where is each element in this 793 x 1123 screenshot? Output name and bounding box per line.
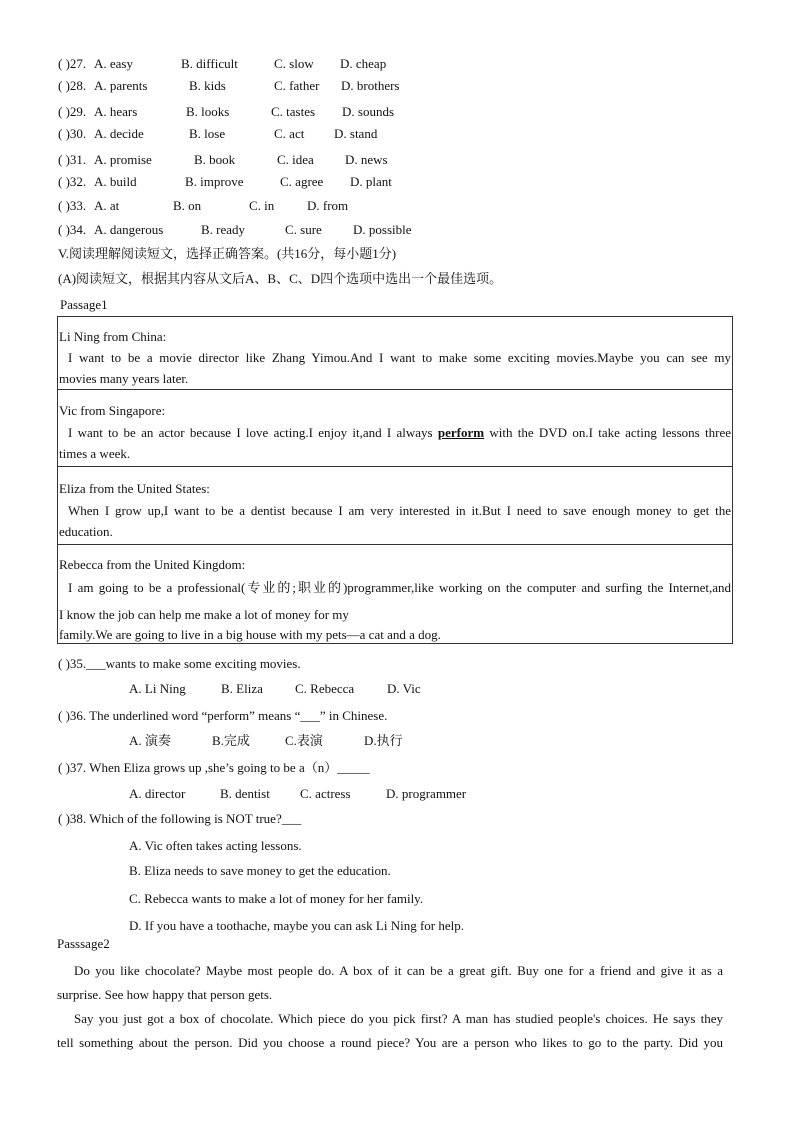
option-d[interactable]: D.执行 (364, 733, 403, 748)
cloze-row (58, 198, 86, 214)
question-number: ( )34. (58, 222, 87, 237)
option-b[interactable]: B. kids (189, 78, 226, 93)
question-number: ( )32. (58, 174, 87, 189)
speaker-text-part: with the DVD on.I take acting lessons three (484, 425, 731, 440)
option-a[interactable]: A. Li Ning (129, 681, 186, 696)
question-stem: ( )37. When Eliza grows up ,she’s going to be a（n）_____ (58, 760, 370, 775)
option-c[interactable]: C. agree (280, 174, 324, 189)
option-b[interactable]: B. Eliza (221, 681, 263, 696)
section-heading: V.阅读理解阅读短文，选择正确答案。(共16分，每小题1分) (58, 246, 397, 261)
option-c[interactable]: C. slow (274, 56, 314, 71)
option-c[interactable]: C. act (274, 126, 305, 141)
option-d[interactable]: D. Vic (387, 681, 421, 696)
question-stem: ( )36. The underlined word “perform” means “___” in Chinese. (58, 708, 388, 723)
passage-cell-rebecca (58, 545, 732, 643)
option-b[interactable]: B. difficult (181, 56, 238, 71)
option-b[interactable]: B. dentist (220, 786, 270, 801)
option-d[interactable]: D. plant (350, 174, 392, 189)
option-b[interactable]: B. looks (186, 104, 230, 119)
speaker-text: I am going to be a professional(专业的;职业的)programmer,like working on the computer and surfing the Internet,and (68, 580, 731, 595)
passage-title: Passsage2 (57, 936, 110, 951)
option-a[interactable]: A. hears (94, 104, 138, 119)
passage-cell-li-ning (58, 317, 732, 390)
question-number: ( )30. (58, 126, 87, 141)
option-a[interactable]: A. decide (94, 126, 144, 141)
passage2-paragraph1-line1: Do you like chocolate? Maybe most people do. A box of it can be a great gift. Buy one for a friend and give it as a (74, 963, 723, 978)
option-a[interactable]: A. promise (94, 152, 152, 167)
speaker-text: When I grow up,I want to be a dentist because I am very interested in it.But I need to save enough money to get the (68, 503, 731, 518)
question-number: ( )33. (58, 198, 87, 213)
option-d[interactable]: D. news (345, 152, 388, 167)
option-b[interactable]: B. book (194, 152, 236, 167)
option-d[interactable]: D. sounds (342, 104, 395, 119)
question-number: ( )27. (58, 56, 87, 71)
cloze-row (58, 152, 86, 168)
option-d[interactable]: D. If you have a toothache, maybe you can ask Li Ning for help. (129, 918, 465, 933)
cloze-row (58, 222, 86, 238)
option-c[interactable]: C. Rebecca (295, 681, 355, 696)
option-b[interactable]: B. lose (189, 126, 226, 141)
question-stem: ( )38. Which of the following is NOT true?___ (58, 811, 302, 826)
option-a[interactable]: A. build (94, 174, 137, 189)
passage1-table (57, 316, 733, 644)
option-c[interactable]: C.表演 (285, 733, 323, 748)
option-c[interactable]: C. idea (277, 152, 314, 167)
option-a[interactable]: A. dangerous (94, 222, 164, 237)
question-number: ( )31. (58, 152, 87, 167)
speaker-name: Eliza from the United States: (59, 481, 210, 496)
option-c[interactable]: C. father (274, 78, 320, 93)
speaker-text-part: I want to be an actor because I love acting.I enjoy it,and I always (68, 425, 438, 440)
option-a[interactable]: A. parents (94, 78, 148, 93)
option-c[interactable]: C. sure (285, 222, 322, 237)
speaker-name: Rebecca from the United Kingdom: (59, 557, 246, 572)
option-b[interactable]: B. Eliza needs to save money to get the education. (129, 863, 391, 878)
speaker-text: movies many years later. (59, 371, 189, 386)
speaker-text: I want to be a movie director like Zhang Yimou.And I want to make some exciting movies.Maybe you can see my (68, 350, 731, 365)
speaker-text: education. (59, 524, 113, 539)
option-a[interactable]: A. easy (94, 56, 133, 71)
option-b[interactable]: B. improve (185, 174, 244, 189)
passage2-paragraph2-line2: tell something about the person. Did you choose a round piece? You are a person who likes to go to the party. Did you (57, 1035, 723, 1050)
option-d[interactable]: D. possible (353, 222, 412, 237)
speaker-name: Vic from Singapore: (59, 403, 166, 418)
underlined-word: perform (437, 425, 485, 440)
cloze-row (58, 78, 86, 94)
speaker-text: times a week. (59, 446, 131, 461)
question-number: ( )28. (58, 78, 87, 93)
passage2-paragraph2-line1: Say you just got a box of chocolate. Which piece do you pick first? A man has studied people's choices. He says they (74, 1011, 723, 1026)
question-number: ( )29. (58, 104, 87, 119)
option-c[interactable]: C. tastes (271, 104, 316, 119)
section-instruction: (A)阅读短文，根据其内容从文后A、B、C、D四个选项中选出一个最佳选项。 (58, 271, 503, 286)
option-c[interactable]: C. in (249, 198, 275, 213)
option-a[interactable]: A. director (129, 786, 186, 801)
speaker-name: Li Ning from China: (59, 329, 167, 344)
option-b[interactable]: B. on (173, 198, 202, 213)
option-d[interactable]: D. from (307, 198, 349, 213)
option-d[interactable]: D. brothers (341, 78, 400, 93)
cloze-row (58, 126, 86, 142)
speaker-text: family.We are going to live in a big house with my pets—a cat and a dog. (59, 627, 441, 642)
option-b[interactable]: B. ready (201, 222, 246, 237)
passage2-paragraph1-line2: surprise. See how happy that person gets. (57, 987, 273, 1002)
option-b[interactable]: B.完成 (212, 733, 250, 748)
cloze-row (58, 56, 86, 72)
passage-cell-eliza (58, 467, 732, 545)
question-stem: ( )35.___wants to make some exciting movies. (58, 656, 301, 671)
passage-title: Passage1 (60, 297, 108, 312)
option-d[interactable]: D. stand (334, 126, 378, 141)
option-c[interactable]: C. actress (300, 786, 351, 801)
option-a[interactable]: A. 演奏 (129, 733, 171, 748)
speaker-text (59, 425, 731, 441)
option-d[interactable]: D. cheap (340, 56, 387, 71)
cloze-row (58, 174, 86, 190)
option-d[interactable]: D. programmer (386, 786, 467, 801)
option-c[interactable]: C. Rebecca wants to make a lot of money for her family. (129, 891, 424, 906)
passage-cell-vic (58, 390, 732, 467)
option-a[interactable]: A. Vic often takes acting lessons. (129, 838, 302, 853)
cloze-row (58, 104, 86, 120)
speaker-text: I know the job can help me make a lot of money for my (59, 607, 349, 622)
option-a[interactable]: A. at (94, 198, 120, 213)
